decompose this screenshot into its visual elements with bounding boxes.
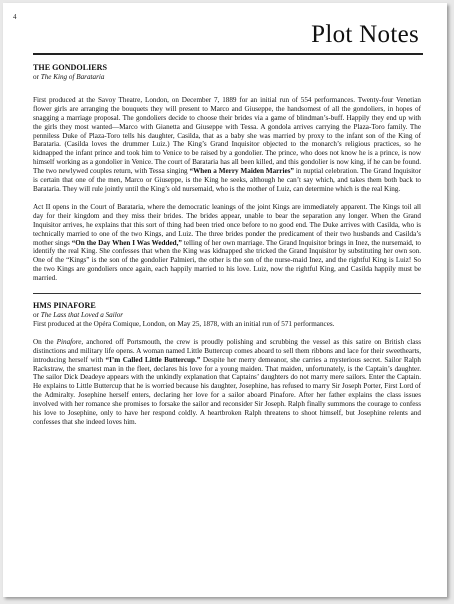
paragraph <box>33 203 421 283</box>
section-subtitle <box>33 311 421 320</box>
song-title: “On the Day When I Was Wedded,” <box>71 238 182 247</box>
page-content <box>33 63 421 427</box>
subtitle-italic: The Lass that Loved a Sailor <box>40 311 124 320</box>
paragraph <box>33 96 421 194</box>
song-title: “I’m Called Little Buttercup.” <box>105 355 201 364</box>
subtitle-prefix: or <box>33 311 41 320</box>
section-gondoliers <box>33 63 421 283</box>
text-run: Despite her merry demeanor, she carries a mysterious secret. Sailor Ralph Rackstraw, the smartest man in the fleet, declares his love for a young maiden. That maiden, unfortunately, is the Captain’s daughter. The sailor Dick Deadeye appears with the unkindly explanation that Captains’ daughters do not marry mere sailors. Enter the Captain. He explains to Little Buttercup that he is worried because his daughter, Josephine, has refused to marry Sir Joseph Porter, First Lord of the Admiralty. Josephine herself enters, declaring her love for a sailor aboard Pinafore. After her father explains the class issues involved with her romance she promises to forsake the sailor and reconsider Sir Joseph. Ralph finally summons the courage to confess his love to Josephine, only to have her respond coldly. A heartbroken Ralph threatens to shoot himself, but Josephine relents and confesses that she indeed loves him. <box>33 355 421 426</box>
title-rule <box>33 53 423 55</box>
song-title: “When a Merry Maiden Marries” <box>189 167 294 176</box>
text-run: First produced at the Savoy Theatre, London, on December 7, 1889 for an initial run of 554 performances. Twenty-four Venetian flower girls are arranging the bouquets they will present to Marco and Giuseppe, the handsomest of all the gondoliers, in hopes of snagging a marriage proposal. The gondoliers decide to choose their brides via a game of blindman’s-buff. Happily they end up with the girls they most wanted—Marco with Gianetta and Giuseppe with Tessa. A gondola arrives carrying the Plaza-Toro family. The penniless Duke of Plaza-Toro tells his daughter, Casilda, that as a baby she was married by proxy to the infant son of the King of Barataria. (Casilda loves the drummer Luiz.) The King’s Grand Inquisitor objected to the monarch’s religious practices, so he kidnapped the infant prince and took him to Venice to be raised by a gondolier. The prince, who does not know he is a prince, is now himself working as a gondolier in Venice. The court of Barataria has all been killed, and this gondolier is now king, if he can be found. The two newlywed couples return, with Tessa singing <box>33 95 421 176</box>
section-subtitle <box>33 73 421 82</box>
text-run: in nuptial celebration. The Grand Inquisitor is certain that one of the men, Marco or Giuseppe, is the King he seeks, although he can’t say which, and takes them both back to Barataria. They will rule jointly until the King’s old nursemaid, who is the mother of Luiz, can determine which is the real King. <box>33 167 421 193</box>
page-number: 4 <box>13 13 17 21</box>
text-run: telling of her own marriage. The Grand Inquisitor brings in Inez, the nursemaid, to identify the real King. She confesses that when the King was kidnapped she tricked the Grand Inquisitor by substituting her own son. One of the “Kings” is the son of the gondolier Palmieri, the other is the son of the nurse-maid Inez, and the rightful King is Luiz! So the two Kings are gondoliers once again, each happily married to his love. Luiz, now the rightful King, and Casilda happily must be married. <box>33 238 422 283</box>
ship-name-italic: Pinafore <box>56 337 82 346</box>
section-heading: THE GONDOLIERS <box>33 63 107 72</box>
text-run: On the <box>33 337 57 346</box>
page-title: Plot Notes <box>311 21 419 48</box>
text-run: , anchored off Portsmouth, the crew is proudly polishing and scrubbing the vessel as this satire on British class distinctions and military life opens. A woman named Little Buttercup comes aboard to sell them ribbons and lace for their sweethearts, introducing herself with <box>33 337 421 364</box>
section-pinafore <box>33 301 421 427</box>
intro-line: First produced at the Opéra Comique, London, on May 25, 1878, with an initial run of 571 performances. <box>33 319 335 328</box>
document-page <box>3 3 447 597</box>
section-heading: HMS PINAFORE <box>33 301 96 311</box>
paragraph <box>33 338 421 427</box>
subtitle-prefix: or <box>33 73 41 81</box>
text-run: Act II opens in the Court of Barataria, where the democratic leanings of the joint Kings are immediately apparent. The Kings toil all day for their kingdom and they miss their brides. The brides appear, unable to bear the separation any longer. When the Grand Inquisitor arrives, he explains that this sort of thing had been tried once before to no good end. The Duke arrives with Casilda, who is technically married to one of the two Kings, and Luiz. The three brides ponder the predicament of their two husbands and Casilda’s mother sings <box>33 202 421 247</box>
subtitle-italic: The King of Barataria <box>40 73 105 81</box>
